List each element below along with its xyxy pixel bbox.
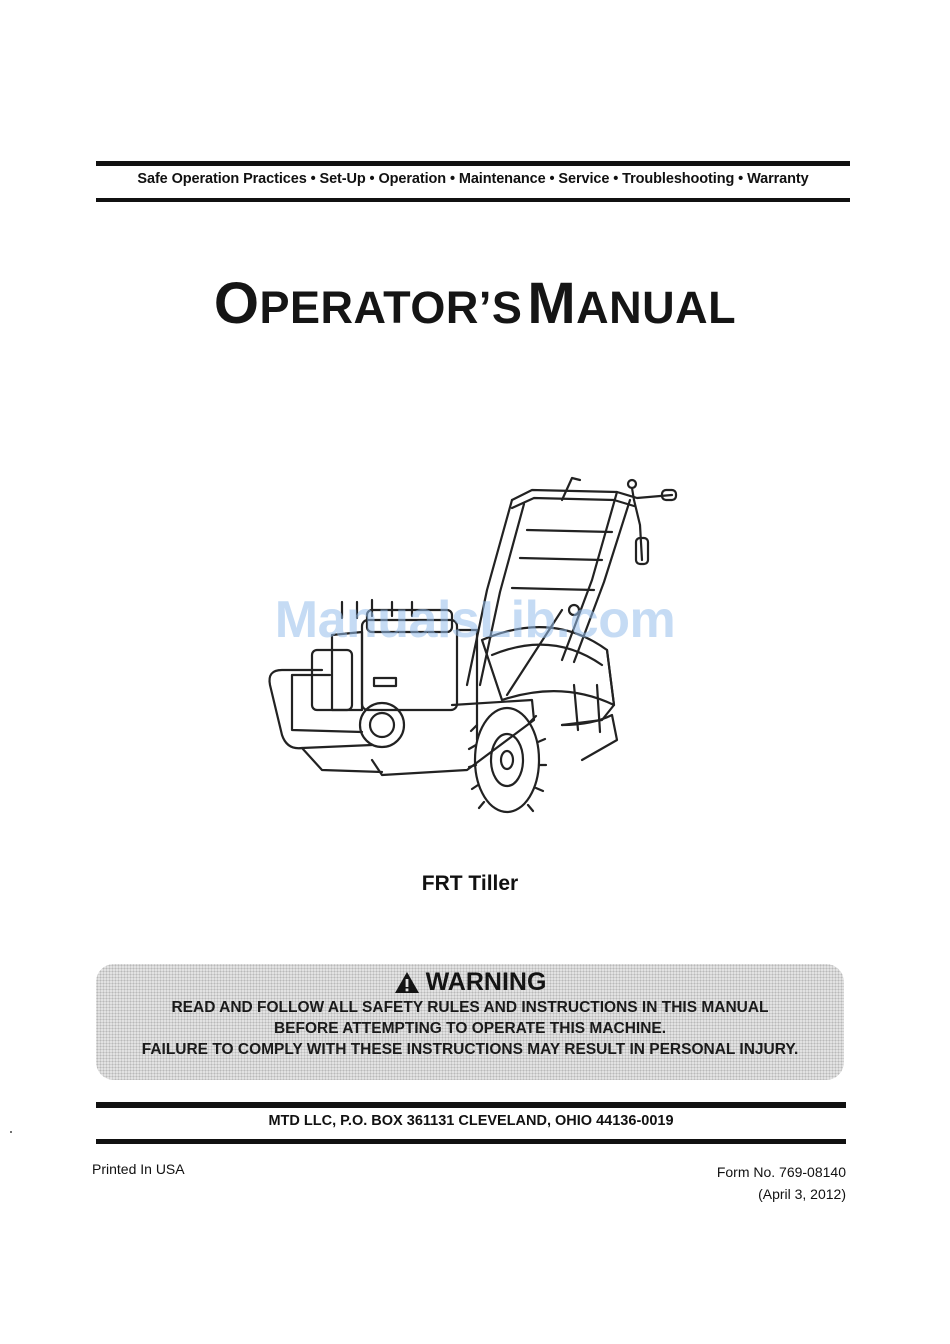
form-info: [717, 1161, 846, 1205]
title-word-operator: PERATOR: [259, 282, 479, 333]
warning-heading: [96, 968, 844, 997]
form-date: (April 3, 2012): [758, 1186, 846, 1202]
scan-speck: [10, 1131, 12, 1133]
contents-nav-line: Safe Operation Practices • Set-Up • Operation • Maintenance • Service • Troubleshooting • Warranty: [137, 171, 809, 187]
warning-triangle-icon: [394, 971, 420, 994]
top-rule-thick: [96, 161, 850, 166]
title-word-manual: ANUAL: [576, 282, 737, 333]
top-rule-lower: [96, 198, 850, 202]
form-number: Form No. 769-08140: [716, 1164, 846, 1180]
tiller-illustration: [262, 470, 692, 830]
warning-line-1: READ AND FOLLOW ALL SAFETY RULES AND INSTRUCTIONS IN THIS MANUAL: [171, 999, 769, 1016]
warning-box: [96, 964, 844, 1080]
watermark: ManualsLib.com: [274, 591, 676, 649]
bottom-rule-upper: [96, 1102, 846, 1108]
printed-in-usa: Printed In USA: [92, 1161, 185, 1177]
company-address: MTD LLC, P.O. BOX 361131 CLEVELAND, OHIO 44136-0019: [268, 1113, 674, 1129]
product-name: FRT Tiller: [421, 872, 519, 895]
warning-line-3: FAILURE TO COMPLY WITH THESE INSTRUCTIONS MAY RESULT IN PERSONAL INJURY.: [141, 1041, 799, 1058]
bottom-rule-lower: [96, 1139, 846, 1144]
title-initial-o: O: [213, 271, 260, 336]
title-apostrophe-s: ’S: [478, 282, 523, 333]
warning-line-2: BEFORE ATTEMPTING TO OPERATE THIS MACHINE.: [273, 1020, 667, 1037]
warning-heading-text: WARNING: [425, 968, 547, 996]
title-initial-m: M: [527, 271, 577, 336]
page-title: [0, 270, 950, 337]
